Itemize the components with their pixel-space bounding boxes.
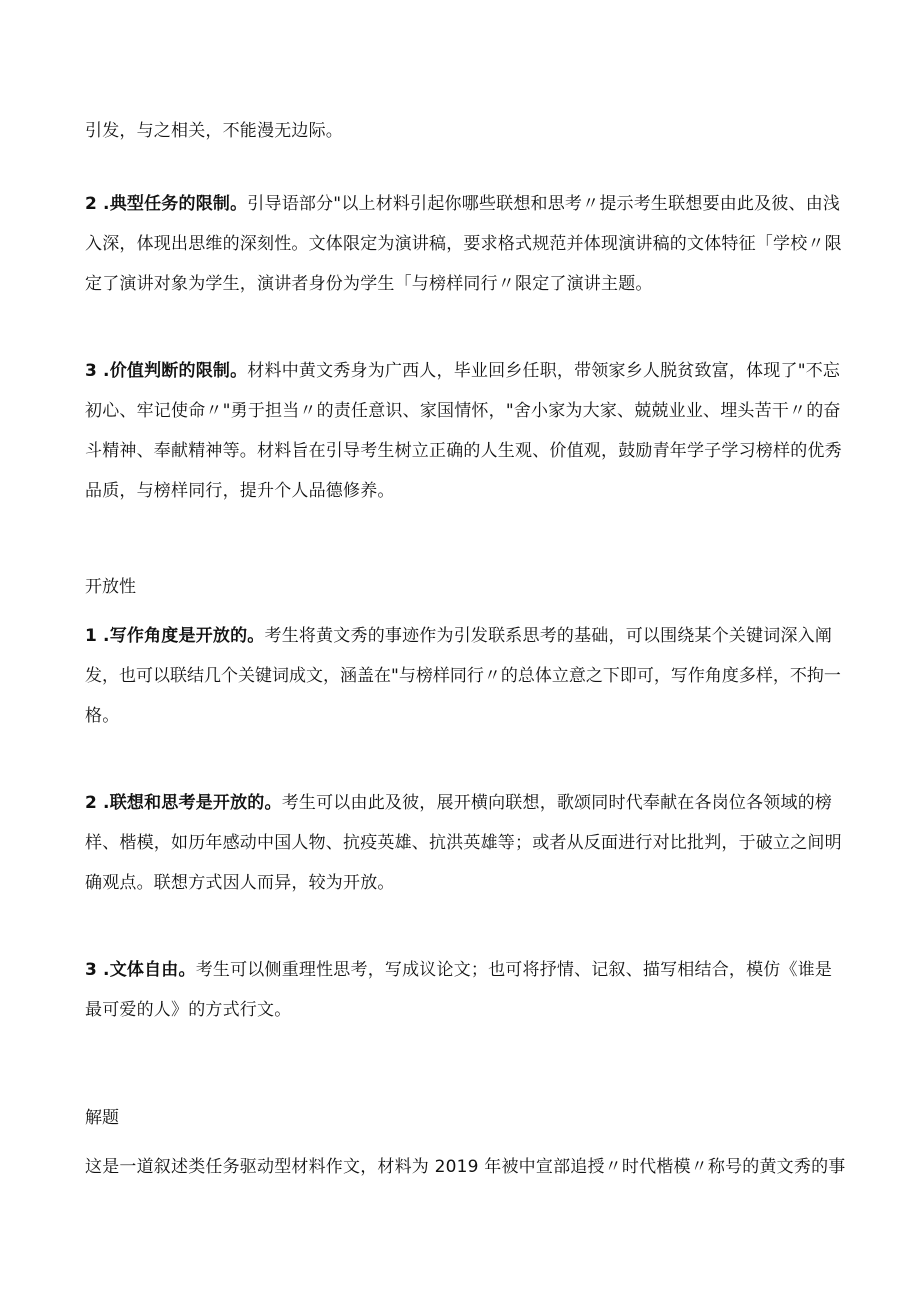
text-line [85, 616, 845, 656]
text-run: 考生将黄文秀的事迹作为引发联系思考的基础，可以围绕某个关键词深入阐 [264, 626, 833, 646]
paragraph-association [85, 783, 845, 903]
text-line: 这是一道叙述类任务驱动型材料作文，材料为 2019 年被中宣部追授〃时代楷模〃称号的黄文秀的事 [85, 1157, 846, 1177]
paragraph-writing-angle [85, 616, 845, 736]
text-line [85, 783, 845, 823]
text-line: 引发，与之相关，不能漫无边际。 [85, 121, 343, 141]
text-run: 考生可以侧重理性思考，写成议论文；也可将抒情、记叙、描写相结合，模仿《谁是 [195, 960, 833, 980]
text-line: 初心、牢记使命〃"勇于担当〃的责任意识、家国情怀，"舍小家为大家、兢兢业业、埋头苦干〃的奋 [85, 401, 841, 421]
paragraph-intro [85, 111, 845, 151]
paragraph-genre-freedom [85, 950, 845, 1030]
text-line: 格。 [85, 706, 120, 726]
item-number: 1 [85, 626, 98, 646]
text-line: 最可爱的人》的方式行文。 [85, 1000, 292, 1020]
text-run: 考生可以由此及彼，展开横向联想，歌颂同时代奉献在各岗位各领域的榜 [281, 793, 833, 813]
text-line [85, 950, 845, 990]
text-line: 入深，体现出思维的深刻性。文体限定为演讲稿，要求格式规范并体现演讲稿的文体特征「学校〃限 [85, 234, 842, 254]
section-heading-analysis: 解题 [85, 1108, 119, 1128]
text-line [85, 184, 845, 224]
item-number: 2 [85, 793, 98, 813]
paragraph-analysis [85, 1147, 845, 1187]
paragraph-value-limit [85, 351, 845, 511]
text-line: 品质，与榜样同行，提升个人品德修养。 [85, 481, 395, 501]
text-line: 定了演讲对象为学生，演讲者身份为学生「与榜样同行〃限定了演讲主题。 [85, 274, 653, 294]
item-number: 2 [85, 194, 98, 214]
item-title: .联想和思考是开放的。 [103, 793, 282, 813]
text-run: 材料中黄文秀身为广西人，毕业回乡任职，带领家乡人脱贫致富，体现了"不忘 [247, 361, 841, 381]
item-number: 3 [85, 361, 98, 381]
section-heading-openness: 开放性 [85, 577, 136, 597]
item-title: .文体自由。 [103, 960, 196, 980]
text-line: 样、楷模，如历年感动中国人物、抗疫英雄、抗洪英雄等；或者从反面进行对比批判，于破立之间明 [85, 833, 842, 853]
item-title: .写作角度是开放的。 [103, 626, 265, 646]
text-line: 确观点。联想方式因人而异，较为开放。 [85, 873, 395, 893]
text-line: 斗精神、奉献精神等。材料旨在引导考生树立正确的人生观、价值观，鼓励青年学子学习榜样的优秀 [85, 441, 842, 461]
item-title: .价值判断的限制。 [103, 361, 248, 381]
text-line [85, 351, 845, 391]
text-run: 引导语部分"以上材料引起你哪些联想和思考〃提示考生联想要由此及彼、由浅 [247, 194, 841, 214]
item-number: 3 [85, 960, 98, 980]
item-title: .典型任务的限制。 [103, 194, 248, 214]
text-line: 发，也可以联结几个关键词成文，涵盖在"与榜样同行〃的总体立意之下即可，写作角度多样，不拘一 [85, 666, 841, 686]
paragraph-task-limit [85, 184, 845, 304]
